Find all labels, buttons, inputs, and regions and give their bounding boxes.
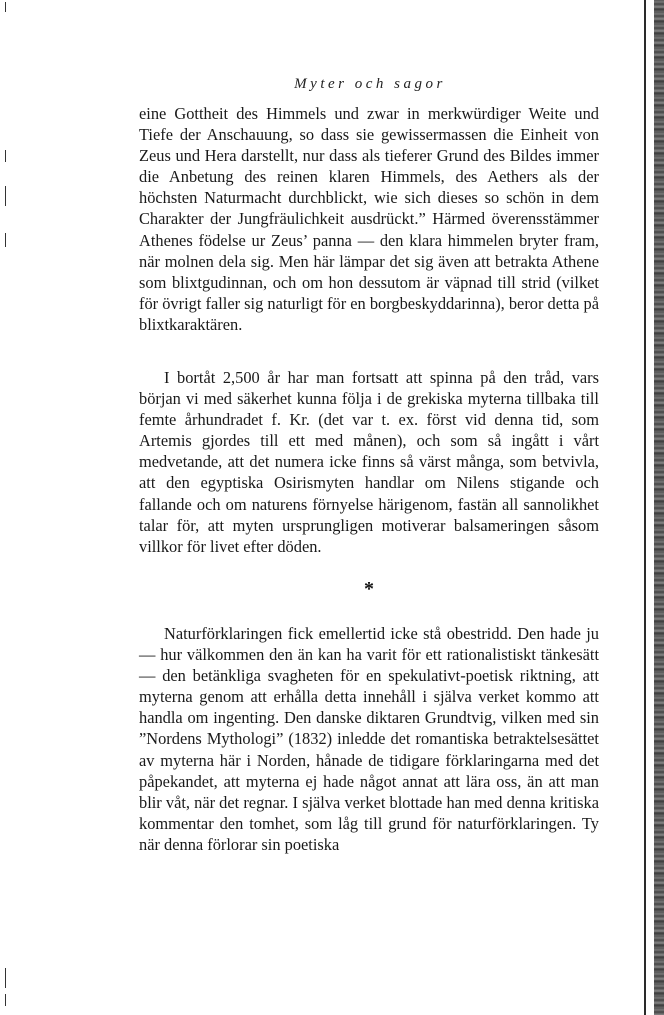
running-head: Myter och sagor (294, 76, 446, 92)
paragraph (139, 367, 599, 557)
paragraph-text: I bortåt 2,500 år har man fortsatt att spinna på den tråd, vars början vi med säkerhet kunna följa i de grekiska myterna tillbaka till femte århundradet f. Kr. (det var t. ex. först vid denna tid, som Artemis gjordes till ett med månen), och som så ingått i vårt medvetande, att det numera icke finns så värst många, som betvivla, att den egyptiska Osirismyten handlar om Nilens stigande och fallande och om naturens förnyelse härigenom, fastän all sannolikhet talar för, att myten ursprungligen motiverar balsameringen såsom villkor för livet efter döden. (139, 368, 599, 556)
scan-edge-mark (5, 186, 6, 206)
section-separator: * (364, 578, 374, 600)
paragraph-text: eine Gottheit des Himmels und zwar in merkwürdiger Weite und Tiefe der Anschauung, so dass sie gewissermassen die Einheit von Zeus und Hera darstellt, nur dass als tieferer Grund des Bildes immer die Anbetung des reinen klaren Himmels, des Aethers als der höchsten Naturmacht durchblickt, wie sich dieses so schön in dem Charakter der Jungfräulichkeit ausdrückt.” Härmed överensstämmer Athenes födelse ur Zeus’ panna — den klara himmelen bryter fram, när molnen dela sig. Men här lämpar det sig även att betrakta Athene som blixtgudinnan, och om hon dessutom är väpnad till strid (vilket för övrigt faller sig naturligt för en borgbeskyddarinna), beror detta på blixtkaraktären. (139, 104, 599, 334)
paragraph-text: Naturförklaringen fick emellertid icke stå obestridd. Den hade ju — hur välkommen den än kan ha varit för ett rationalistiskt tänkesätt — den betänkliga svagheten för en spekulativt-poetisk riktning, att myterna genom att erhålla detta innehåll i själva verket kommo att handla om ingenting. Den danske diktaren Grundtvig, vilken med sin ”Nordens Mythologi” (1832) inledde det romantiska betraktelsesättet av myterna här i Norden, hånade de tidigare förklaringarna med det påpekandet, att myterna ej hade något annat att lära oss, än att man blir våt, när det regnar. I själva verket blottade han med denna kritiska kommentar den tomhet, som låg till grund för naturförklaringen. Ty när denna förlorar sin poetiska (139, 624, 599, 854)
scan-gutter-line (644, 0, 646, 1015)
paragraph-continued (139, 103, 599, 335)
scan-edge-mark (5, 2, 6, 12)
paragraph (139, 623, 599, 855)
scan-edge-mark (5, 968, 6, 988)
scan-edge-mark (5, 994, 6, 1006)
scan-edge-mark (5, 233, 6, 247)
scan-page-edge (654, 0, 664, 1015)
scan-edge-mark (5, 150, 6, 162)
